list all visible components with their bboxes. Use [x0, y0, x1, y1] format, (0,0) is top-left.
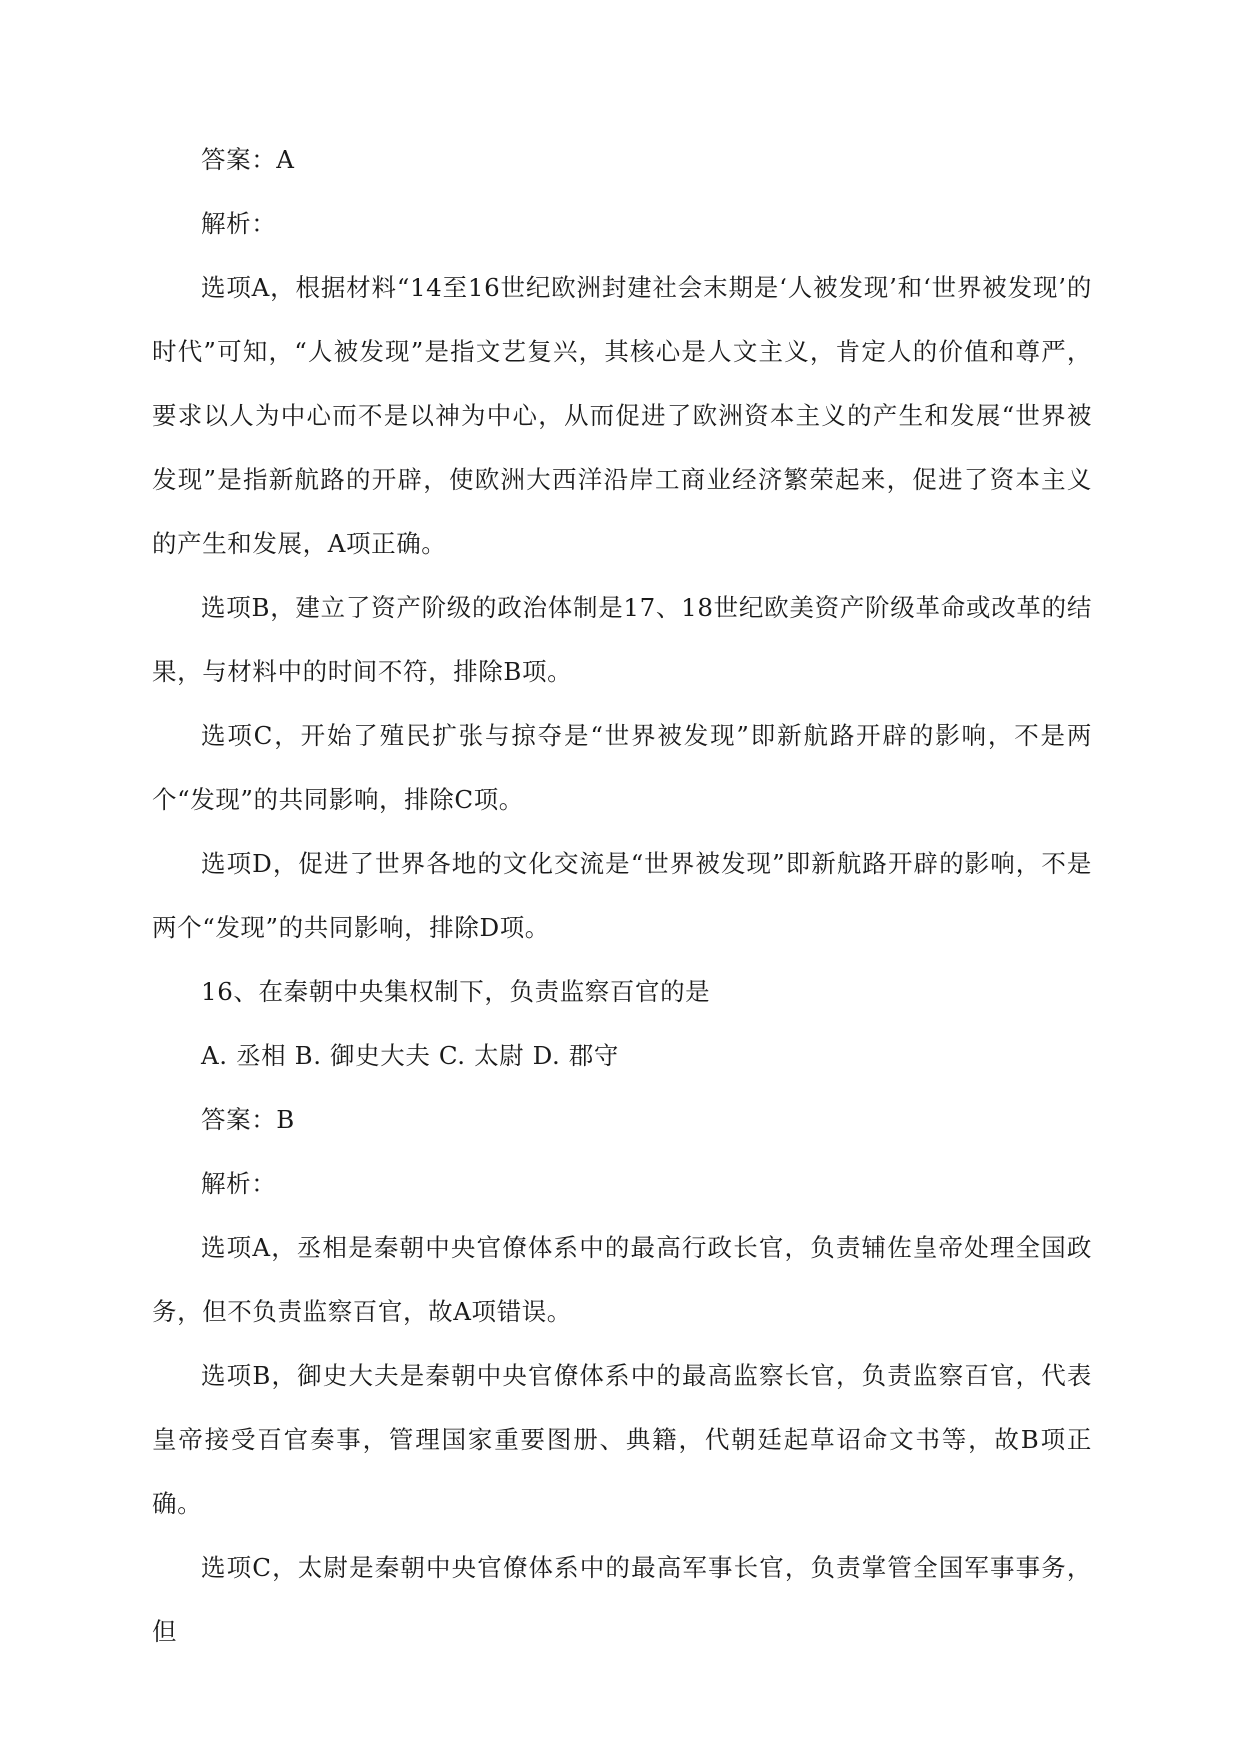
analysis-heading: 解析： — [201, 209, 277, 238]
answer-line: 答案：B — [201, 1105, 295, 1134]
analysis-option-a: 选项A，根据材料“14至16世纪欧洲封建社会末期是‘人被发现’和‘世界被发现’的时代”可知，“人被发现”是指文艺复兴，其核心是人文主义，肯定人的价值和尊严，要求以人为中心而不是以神为中心，从而促进了欧洲资本主义的产生和发展“世界被发现”是指新航路的开辟，使欧洲大西洋沿岸工商业经济繁荣起来，促进了资本主义的产生和发展，A项正确。 — [152, 273, 1092, 558]
document-page — [152, 128, 1092, 1664]
analysis-option-b: 选项B，建立了资产阶级的政治体制是17、18世纪欧美资产阶级革命或改革的结果，与材料中的时间不符，排除B项。 — [152, 593, 1092, 686]
analysis-option-d: 选项D，促进了世界各地的文化交流是“世界被发现”即新航路开辟的影响，不是两个“发现”的共同影响，排除D项。 — [152, 849, 1092, 942]
analysis-option-a: 选项A，丞相是秦朝中央官僚体系中的最高行政长官，负责辅佐皇帝处理全国政务，但不负责监察百官，故A项错误。 — [152, 1233, 1092, 1326]
answer-line: 答案：A — [201, 145, 295, 174]
question-16: 16、在秦朝中央集权制下，负责监察百官的是 — [201, 977, 711, 1006]
analysis-option-b: 选项B，御史大夫是秦朝中央官僚体系中的最高监察长官，负责监察百官，代表皇帝接受百官奏事，管理国家重要图册、典籍，代朝廷起草诏命文书等，故B项正确。 — [152, 1361, 1092, 1518]
analysis-option-c: 选项C，开始了殖民扩张与掠夺是“世界被发现”即新航路开辟的影响，不是两个“发现”的共同影响，排除C项。 — [152, 721, 1092, 814]
analysis-heading: 解析： — [201, 1169, 277, 1198]
analysis-option-c: 选项C，太尉是秦朝中央官僚体系中的最高军事长官，负责掌管全国军事事务，但 — [152, 1553, 1092, 1646]
question-16-options: A. 丞相 B. 御史大夫 C. 太尉 D. 郡守 — [201, 1041, 620, 1070]
